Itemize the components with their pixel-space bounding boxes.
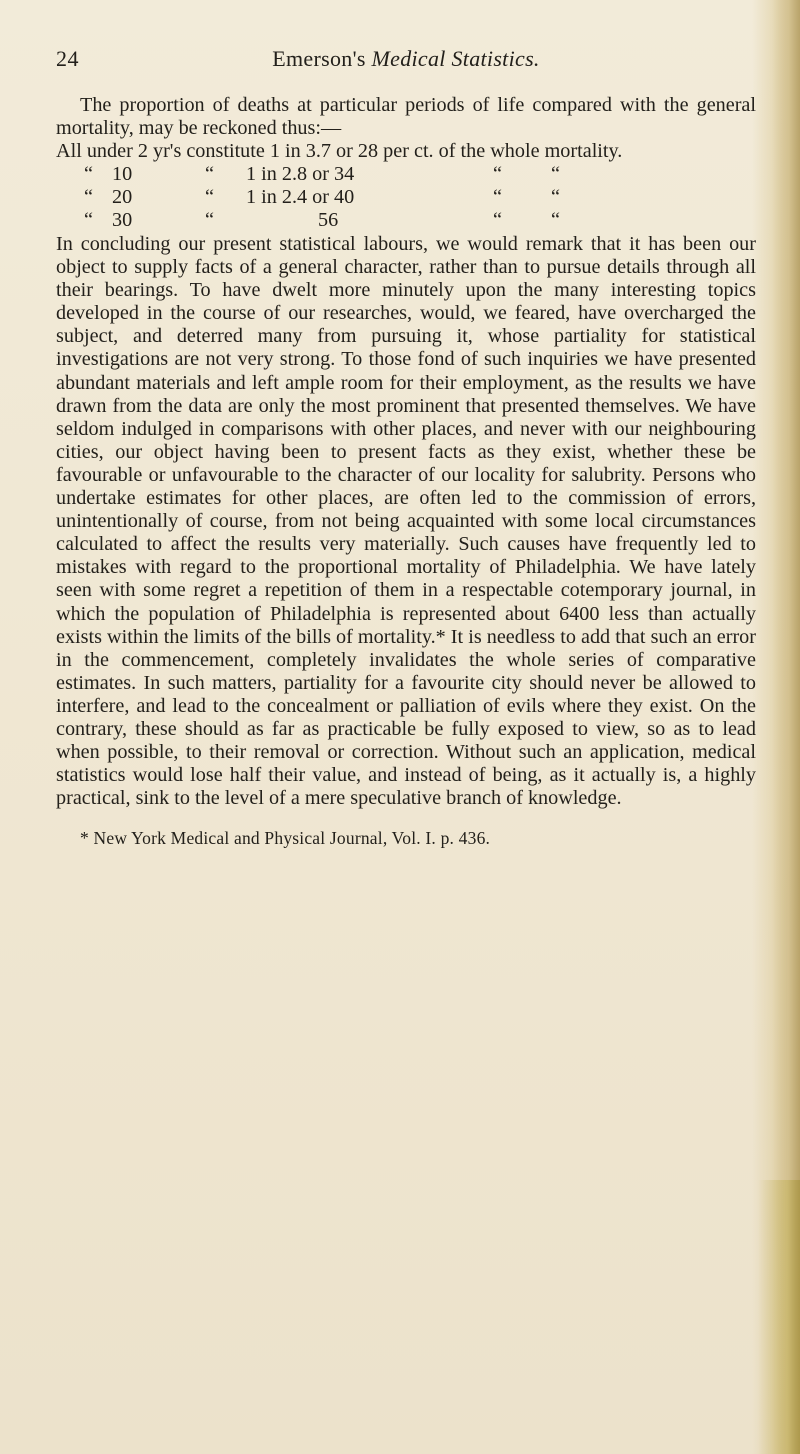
page-header: [56, 46, 756, 82]
ditto-mark: “: [205, 163, 214, 186]
ditto-mark: “: [205, 209, 214, 232]
ditto-mark: “: [84, 209, 93, 232]
rate-value: 1 in 2.8 or 34: [246, 163, 355, 186]
ditto-mark: “: [84, 186, 93, 209]
running-title-italic: Medical Statistics.: [371, 46, 540, 71]
rate-value: 1 in 2.4 or 40: [246, 186, 355, 209]
intro-paragraph: [56, 94, 756, 140]
table-row: [56, 140, 756, 163]
ditto-mark: “: [493, 186, 502, 209]
intro-text: The proportion of deaths at particular periods of life compared with the general mortality, may be reckoned thus:—: [56, 94, 756, 140]
age-value: 30: [112, 209, 133, 232]
age-value: 20: [112, 186, 133, 209]
table-row: [56, 209, 756, 232]
ditto-mark: “: [551, 163, 560, 186]
age-value: 10: [112, 163, 133, 186]
rate-value: 56: [318, 209, 339, 232]
body-paragraph: [56, 233, 756, 810]
ditto-mark: “: [493, 163, 502, 186]
table-row: [56, 186, 756, 209]
footnote: * New York Medical and Physical Journal, Vol. I. p. 436.: [80, 828, 491, 848]
body-text: In concluding our present statistical labours, we would remark that it has been our object to supply facts of a general character, rather than to pursue details through all their bearings. To have dwelt more minutely upon the many interesting topics developed in the course of our researches, would, we feared, have overcharged the subject, and deterred many from pursuing it, whose partiality for statistical investigations are not very strong. To those fond of such inquiries we have presented abundant materials and left ample room for their employment, as the results we have drawn from the data are only the most prominent that presented themselves. We have seldom indulged in comparisons with other places, and never with our neighbouring cities, our object having been to present facts as they exist, whether these be favourable or unfavourable to the character of our locality for salubrity. Persons who undertake estimates for other places, are often led to the commission of errors, unintentionally of course, from not being acquainted with some local circumstances calculated to affect the results very materially. Such causes have frequently led to mistakes with regard to the proportional mortality of Philadelphia. We have lately seen with some regret a repetition of them in a respectable cotemporary journal, in which the population of Philadelphia is represented about 6400 less than actually exists within the limits of the bills of mortality.* It is needless to add that such an error in the commencement, completely invalidates the whole series of comparative estimates. In such matters, partiality for a favourite city should never be allowed to interfere, and lead to the concealment or palliation of evils where they exist. On the contrary, these should as far as practicable be fully exposed to view, so as to lead when possible, to their removal or correction. Without such an application, medical statistics would lose half their value, and instead of being, as it actually is, a highly practical, sink to the level of a mere speculative branch of knowledge.: [56, 233, 756, 810]
mortality-table: [56, 140, 756, 232]
page-number: 24: [56, 46, 79, 71]
ditto-mark: “: [493, 209, 502, 232]
ditto-mark: “: [551, 186, 560, 209]
ditto-mark: “: [551, 209, 560, 232]
ditto-mark: “: [84, 163, 93, 186]
table-first-row-text: All under 2 yr's constitute 1 in 3.7 or 28 per ct. of the whole mortality.: [56, 140, 623, 162]
ditto-mark: “: [205, 186, 214, 209]
page-corner-stain: [758, 1180, 800, 1454]
table-row: [56, 163, 756, 186]
running-title-text: Emerson's: [272, 46, 372, 71]
running-title: [56, 46, 756, 72]
